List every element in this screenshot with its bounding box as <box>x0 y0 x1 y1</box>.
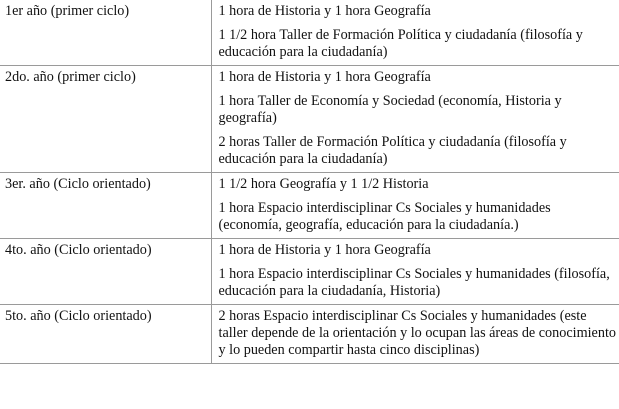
hours-cell <box>211 0 619 66</box>
table-row <box>0 66 619 173</box>
hours-cell <box>211 173 619 239</box>
hours-item: 1 1/2 hora Taller de Formación Política y ciudadanía (filosofía y educación para la ciudadanía) <box>218 27 583 60</box>
hours-item: 2 horas Espacio interdisciplinar Cs Sociales y humanidades (este taller depende de la orientación y lo ocupan las áreas de conocimiento y lo pueden compartir hasta cinco disciplinas) <box>218 308 616 358</box>
hours-item: 1 1/2 hora Geografía y 1 1/2 Historia <box>218 176 429 192</box>
hours-cell <box>211 239 619 305</box>
table-row <box>0 305 619 364</box>
hours-item: 1 hora Espacio interdisciplinar Cs Sociales y humanidades (filosofía, educación para la ciudadanía, Historia) <box>218 266 610 299</box>
table-row <box>0 173 619 239</box>
year-cell: 3er. año (Ciclo orientado) <box>0 173 211 239</box>
hours-item: 1 hora Taller de Economía y Sociedad (economía, Historia y geografía) <box>218 93 562 126</box>
hours-item: 1 hora Espacio interdisciplinar Cs Sociales y humanidades (economía, geografía, educación para la ciudadanía.) <box>218 200 551 233</box>
hours-item: 1 hora de Historia y 1 hora Geografía <box>218 3 431 19</box>
year-cell: 2do. año (primer ciclo) <box>0 66 211 173</box>
hours-item: 2 horas Taller de Formación Política y ciudadanía (filosofía y educación para la ciudadanía) <box>218 134 567 167</box>
hours-item: 1 hora de Historia y 1 hora Geografía <box>218 69 431 85</box>
year-cell: 5to. año (Ciclo orientado) <box>0 305 211 364</box>
year-cell: 1er año (primer ciclo) <box>0 0 211 66</box>
year-cell: 4to. año (Ciclo orientado) <box>0 239 211 305</box>
table-row <box>0 0 619 66</box>
hours-cell <box>211 66 619 173</box>
hours-item: 1 hora de Historia y 1 hora Geografía <box>218 242 431 258</box>
hours-cell <box>211 305 619 364</box>
table-row <box>0 239 619 305</box>
